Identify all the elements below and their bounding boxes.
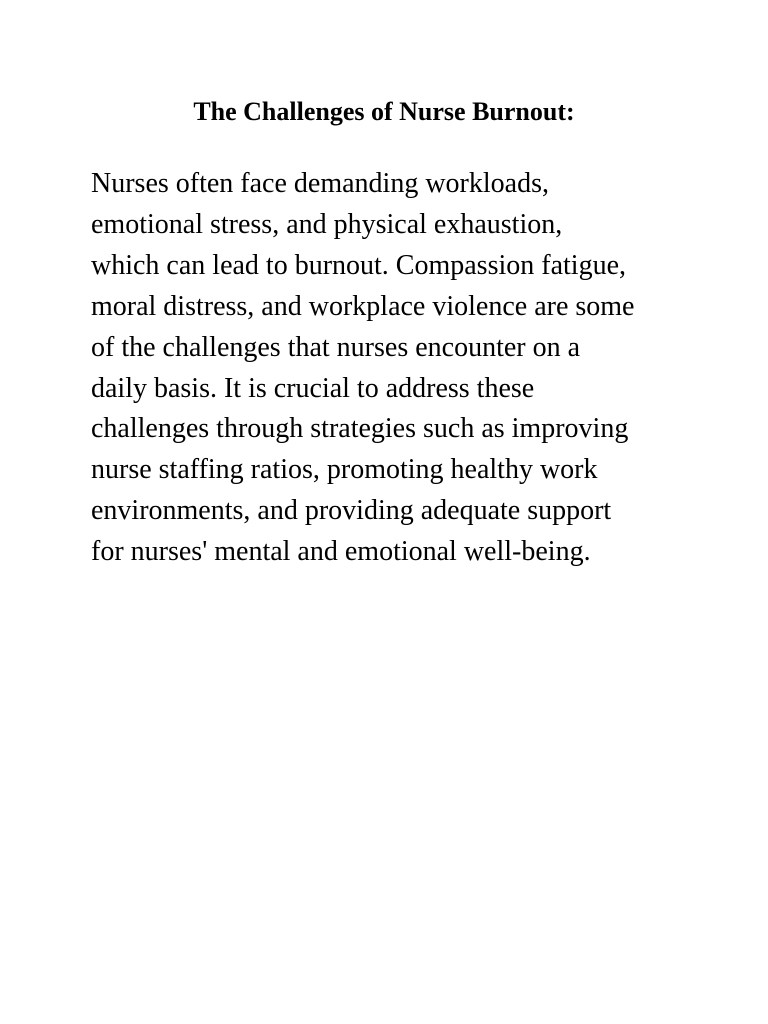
document-title: The Challenges of Nurse Burnout: bbox=[193, 97, 575, 126]
body-line: daily basis. It is crucial to address these bbox=[91, 372, 535, 404]
body-line: environments, and providing adequate support bbox=[91, 495, 612, 527]
body-line: moral distress, and workplace violence are some bbox=[91, 290, 635, 322]
body-line: for nurses' mental and emotional well-being. bbox=[91, 536, 591, 568]
body-line: of the challenges that nurses encounter on a bbox=[91, 331, 581, 363]
body-line: which can lead to burnout. Compassion fatigue, bbox=[91, 249, 626, 281]
body-line: challenges through strategies such as improving bbox=[91, 413, 629, 445]
body-line: emotional stress, and physical exhaustion, bbox=[91, 208, 563, 240]
body-line: Nurses often face demanding workloads, bbox=[91, 168, 549, 199]
body-line: nurse staffing ratios, promoting healthy work bbox=[91, 454, 598, 486]
body-paragraph bbox=[91, 164, 691, 573]
